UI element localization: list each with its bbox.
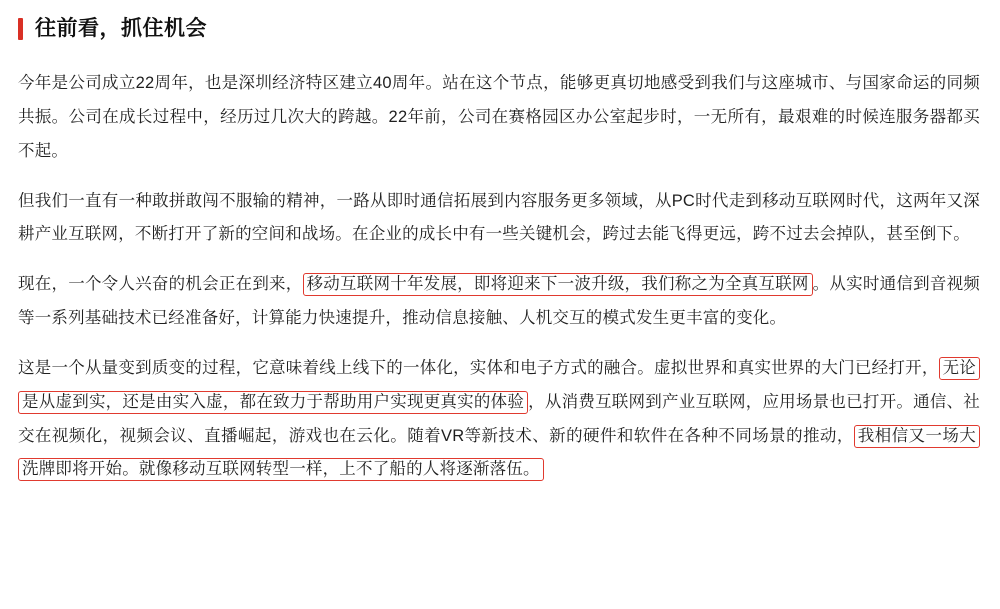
text-run: ，从消费互联网到产业互联网，应用场景也已打开。通信、社交在视频化，视频会议、直播崛起，游戏也在云化。随着VR等新技术、新的硬件和软件在各种不同场景的推动， <box>18 392 980 445</box>
text-run: 现在，一个令人兴奋的机会正在到来， <box>18 275 303 294</box>
paragraph-1 <box>18 67 980 168</box>
text-run: 这是一个从量变到质变的过程，它意味着线上线下的一体化，实体和电子方式的融合。虚拟世界和真实世界的大门已经打开， <box>18 358 939 377</box>
text-run: 今年是公司成立22周年，也是深圳经济特区建立40周年。站在这个节点，能够更真切地感受到我们与这座城市、与国家命运的同频共振。公司在成长过程中，经历过几次大的跨越。22年前，公司在赛格园区办公室起步时，一无所有，最艰难的时候连服务器都买不起。 <box>18 74 980 160</box>
paragraph-3 <box>18 268 980 336</box>
text-run: 但我们一直有一种敢拼敢闯不服输的精神，一路从即时通信拓展到内容服务更多领域，从PC时代走到移动互联网时代，这两年又深耕产业互联网，不断打开了新的空间和战场。在企业的成长中有一些关键机会，跨过去能飞得更远，跨不过去会掉队，甚至倒下。 <box>18 191 980 244</box>
highlighted-text: 移动互联网十年发展，即将迎来下一波升级，我们称之为全真互联网 <box>303 273 813 296</box>
text-run: 。从实时通信到音视频等一系列基础技术已经准备好，计算能力快速提升，推动信息接触、人机交互的模式发生更丰富的变化。 <box>18 275 981 328</box>
article-body <box>18 67 980 487</box>
page-title <box>18 16 980 41</box>
page-title-text: 往前看，抓住机会 <box>35 17 207 40</box>
paragraph-4 <box>18 352 980 487</box>
paragraph-2 <box>18 185 980 253</box>
highlighted-text: 无论是从虚到实，还是由实入虚，都在致力于帮助用户实现更真实的体验 <box>18 357 980 414</box>
title-accent-bar <box>18 18 23 40</box>
highlighted-text: 我相信又一场大洗牌即将开始。就像移动互联网转型一样，上不了船的人将逐渐落伍。 <box>18 425 980 482</box>
